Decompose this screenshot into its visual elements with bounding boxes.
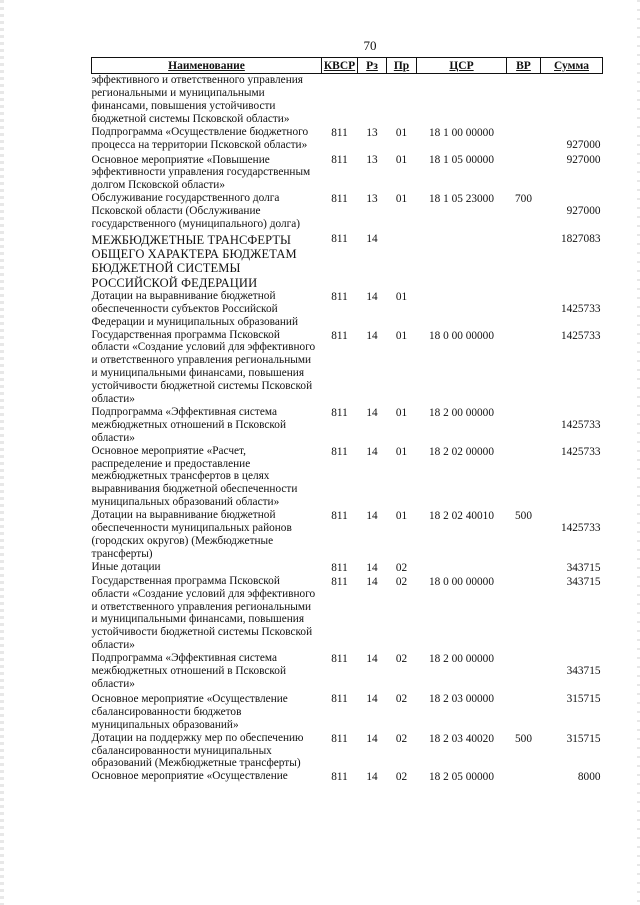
row-csr-cell: 18 2 05 00000: [429, 771, 494, 784]
row-csr-cell: [417, 561, 507, 575]
row-sum-cell: 343715: [566, 665, 601, 678]
row-rz-cell: 14: [366, 232, 378, 245]
page-number: 70: [363, 38, 377, 53]
row-name-cell: Дотации на выравнивание бюджетной обеспеченности муниципальных районов (городских округов) (Межбюджетные трансферты): [91, 509, 292, 560]
row-csr-cell: [417, 290, 507, 329]
row-sum-cell: 1425733: [560, 329, 601, 342]
header-vr: ВР: [507, 58, 541, 74]
table-row: [92, 561, 603, 575]
row-kvsr-cell: 811: [331, 561, 348, 574]
row-name-cell: Основное мероприятие «Осуществление: [91, 770, 288, 783]
table-row: [92, 231, 603, 290]
row-pr-cell: 02: [395, 653, 408, 666]
row-kvsr-cell: 811: [331, 771, 348, 784]
header-csr: ЦСР: [417, 58, 507, 74]
row-vr-cell: [507, 445, 541, 510]
row-rz-cell: 14: [366, 771, 378, 784]
row-name-cell: МЕЖБЮДЖЕТНЫЕ ТРАНСФЕРТЫ ОБЩЕГО ХАРАКТЕРА БЮДЖЕТАМ БЮДЖЕТНОЙ СИСТЕМЫ РОССИЙСКОЙ ФЕДЕРАЦИИ: [91, 232, 297, 290]
row-pr-cell: 02: [395, 575, 408, 588]
row-name-cell: Обслуживание государственного долга Псковской области (Обслуживание государственного (муниципального) долга): [91, 192, 301, 231]
header-kvsr: КВСР: [322, 58, 358, 74]
table-row: [92, 74, 603, 126]
table-row: [92, 732, 603, 771]
row-name-cell: Подпрограмма «Эффективная система межбюджетных отношений в Псковской области»: [91, 405, 286, 444]
table-row: [92, 152, 603, 193]
row-csr-cell: [417, 74, 507, 126]
row-pr-cell: [387, 231, 417, 290]
table-row: [92, 652, 603, 691]
row-rz-cell: 14: [366, 575, 378, 588]
row-rz-cell: 14: [366, 510, 378, 523]
row-name-cell: Государственная программа Псковской области «Создание условий для эффективного и ответственного управления региональными и муниципальными финансами, повышения устойчивости бюджетной системы Псковской области»: [91, 328, 316, 406]
row-kvsr-cell: 811: [331, 406, 348, 419]
row-name-cell: Государственная программа Псковской области «Создание условий для эффективного и ответственного управления региональными и муниципальными финансами, повышения устойчивости бюджетной системы Псковской области»: [91, 574, 316, 652]
row-pr-cell: 01: [395, 126, 408, 139]
row-sum-cell: 1425733: [560, 302, 601, 315]
row-sum-cell: 927000: [566, 138, 601, 151]
row-sum-cell: 927000: [566, 205, 601, 218]
row-csr-cell: 18 2 00 00000: [429, 406, 494, 419]
row-rz-cell: 13: [366, 153, 378, 166]
row-vr-cell: [507, 329, 541, 406]
row-csr-cell: 18 1 00 00000: [429, 126, 494, 139]
row-pr-cell: 01: [395, 329, 408, 342]
table-row: [92, 691, 603, 732]
row-csr-cell: 18 2 02 40010: [429, 510, 494, 523]
row-name-cell: Дотации на поддержку мер по обеспечению сбалансированности муниципальных образований (Межбюджетные трансферты): [91, 731, 304, 770]
row-kvsr-cell: 811: [331, 653, 348, 666]
table-row: [92, 575, 603, 652]
row-sum-cell: 1425733: [560, 445, 601, 458]
table-row: [92, 406, 603, 445]
row-vr-cell: [507, 126, 541, 152]
row-pr-cell: 01: [395, 193, 408, 206]
table-row: [92, 445, 603, 510]
row-rz-cell: 14: [366, 329, 378, 342]
row-pr-cell: 01: [395, 406, 408, 419]
row-name-cell: Основное мероприятие «Повышение эффективности управления государственным долгом Псковской области»: [91, 153, 311, 192]
row-rz-cell: 13: [366, 126, 378, 139]
row-vr-cell: [507, 74, 541, 126]
row-name-cell: Дотации на выравнивание бюджетной обеспеченности субъектов Российской Федерации и муниципальных образований: [91, 289, 299, 328]
budget-table: [91, 57, 603, 784]
scan-edge-left: [0, 0, 4, 905]
row-pr-cell: [387, 74, 417, 126]
row-name-cell: Основное мероприятие «Расчет, распределение и предоставление межбюджетных трансфертов в целях выравнивания бюджетной обеспеченности муниципальных образований области»: [91, 444, 298, 509]
row-rz-cell: 13: [366, 193, 378, 206]
row-csr-cell: [417, 231, 507, 290]
row-kvsr-cell: 811: [331, 193, 348, 206]
row-vr-cell: 700: [515, 193, 532, 206]
row-rz-cell: [358, 74, 387, 126]
row-csr-cell: 18 1 05 00000: [429, 153, 494, 166]
row-sum-cell: 343715: [566, 575, 601, 588]
row-vr-cell: 500: [515, 732, 532, 745]
row-sum-cell: 315715: [566, 692, 601, 705]
row-vr-cell: 500: [515, 510, 532, 523]
row-csr-cell: 18 2 03 40020: [429, 732, 494, 745]
row-kvsr-cell: 811: [331, 153, 348, 166]
row-pr-cell: 02: [395, 692, 408, 705]
row-vr-cell: [507, 691, 541, 732]
row-kvsr-cell: 811: [331, 575, 348, 588]
row-kvsr-cell: 811: [331, 510, 348, 523]
row-name-cell: эффективного и ответственного управления региональными и муниципальными финансами, повышения устойчивости бюджетной системы Псковской области»: [91, 74, 303, 125]
row-vr-cell: [507, 406, 541, 445]
table-row: [92, 290, 603, 329]
row-csr-cell: 18 0 00 00000: [429, 329, 494, 342]
row-sum-cell: 927000: [566, 153, 601, 166]
row-rz-cell: 14: [366, 653, 378, 666]
table-row: [92, 192, 603, 231]
row-vr-cell: [507, 290, 541, 329]
row-sum-cell: 343715: [566, 561, 601, 574]
row-sum-cell: 1425733: [560, 418, 601, 431]
header-name: Наименование: [92, 58, 322, 74]
row-sum-cell: 1425733: [560, 522, 601, 535]
table-row: [92, 329, 603, 406]
row-sum-cell: 8000: [577, 771, 601, 784]
table-row: [92, 509, 603, 561]
row-name-cell: Иные дотации: [91, 560, 161, 573]
row-pr-cell: 01: [395, 510, 408, 523]
row-pr-cell: 01: [395, 290, 408, 303]
row-kvsr-cell: 811: [331, 692, 348, 705]
header-pr: Пр: [387, 58, 417, 74]
row-sum-cell: 315715: [566, 732, 601, 745]
header-sum: Сумма: [541, 58, 603, 74]
row-kvsr-cell: 811: [331, 232, 348, 245]
row-name-cell: Подпрограмма «Осуществление бюджетного процесса на территории Псковской области»: [91, 125, 309, 151]
row-csr-cell: 18 2 02 00000: [429, 445, 494, 458]
row-vr-cell: [507, 770, 541, 784]
table-row: [92, 770, 603, 784]
row-rz-cell: 14: [366, 732, 378, 745]
row-kvsr-cell: 811: [331, 290, 348, 303]
table-row: [92, 126, 603, 152]
header-rz: Рз: [358, 58, 387, 74]
row-kvsr-cell: 811: [331, 445, 348, 458]
row-rz-cell: 14: [366, 561, 378, 574]
row-pr-cell: 02: [395, 561, 408, 574]
row-pr-cell: 02: [395, 732, 408, 745]
row-vr-cell: [507, 152, 541, 193]
row-rz-cell: 14: [366, 692, 378, 705]
row-vr-cell: [507, 561, 541, 575]
row-kvsr-cell: 811: [331, 126, 348, 139]
row-name-cell: Основное мероприятие «Осуществление сбалансированности бюджетов муниципальных образований»: [91, 692, 288, 731]
row-csr-cell: 18 2 00 00000: [429, 653, 494, 666]
row-csr-cell: 18 1 05 23000: [429, 193, 494, 206]
row-csr-cell: 18 0 00 00000: [429, 575, 494, 588]
row-vr-cell: [507, 575, 541, 652]
row-sum-cell: 1827083: [560, 232, 601, 245]
row-vr-cell: [507, 231, 541, 290]
row-rz-cell: 14: [366, 290, 378, 303]
row-kvsr-cell: 811: [331, 732, 348, 745]
row-kvsr-cell: 811: [331, 329, 348, 342]
table-header-row: [92, 58, 603, 74]
row-pr-cell: 01: [395, 153, 408, 166]
row-csr-cell: 18 2 03 00000: [429, 692, 494, 705]
row-kvsr-cell: [322, 74, 358, 126]
row-pr-cell: 02: [395, 771, 408, 784]
row-sum-cell: [541, 74, 603, 126]
row-pr-cell: 01: [395, 445, 408, 458]
row-vr-cell: [507, 652, 541, 691]
row-rz-cell: 14: [366, 406, 378, 419]
row-name-cell: Подпрограмма «Эффективная система межбюджетных отношений в Псковской области»: [91, 652, 286, 690]
row-rz-cell: 14: [366, 445, 378, 458]
